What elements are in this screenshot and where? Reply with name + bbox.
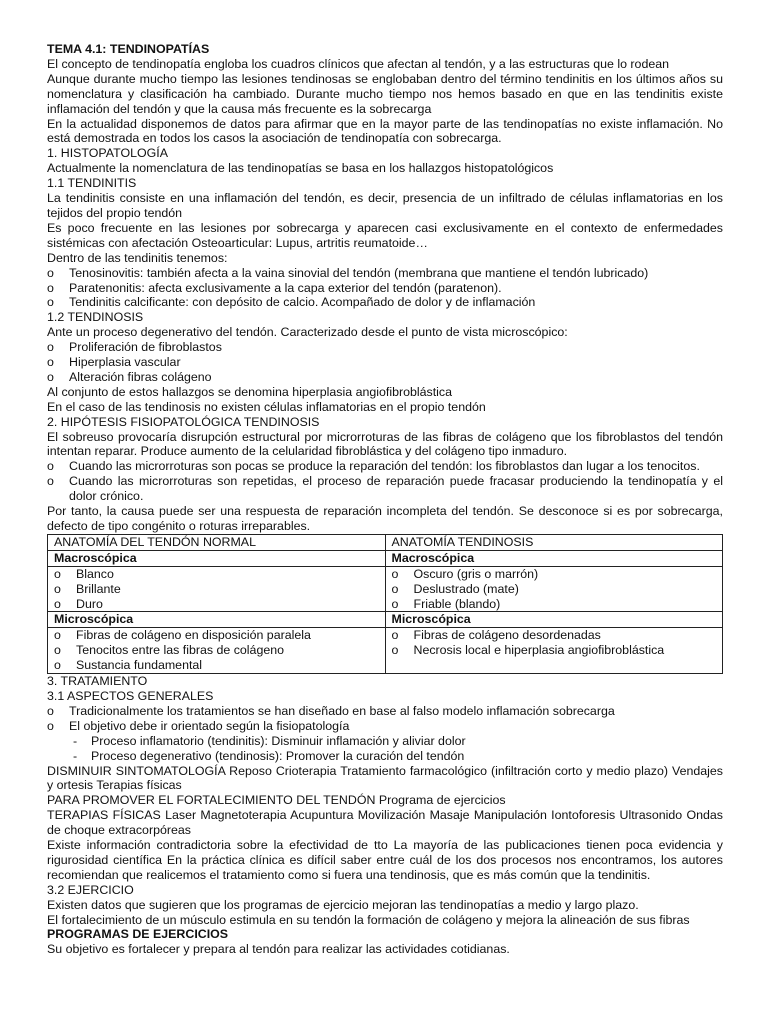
- list-item: [54, 567, 379, 582]
- list-item: [47, 719, 723, 734]
- table-cell-tendinosis-macro: [385, 566, 723, 612]
- histopatologia-text: Actualmente la nomenclatura de las tendinopatías se basa en los hallazgos histopatológicos: [47, 161, 554, 176]
- bullet-marker: o: [54, 581, 61, 596]
- bullet-marker: o: [47, 369, 54, 384]
- list-item: [47, 474, 723, 504]
- bullet-marker: o: [47, 718, 54, 733]
- list-item-text: Proliferación de fibroblastos: [69, 340, 222, 355]
- bullet-marker: o: [47, 355, 54, 370]
- intro-paragraph-1: El concepto de tendinopatía engloba los cuadros clínicos que afectan al tendón, y a las estructuras que lo rodean: [47, 56, 670, 71]
- macro-label-tendinosis: Macroscópica: [385, 550, 723, 566]
- list-item-text: El objetivo debe ir orientado según la fisiopatología: [69, 718, 350, 733]
- document-page: [47, 42, 723, 957]
- list-item-text: Cuando las microrroturas son repetidas, el proceso de reparación puede fracasar produciendo la tendinopatía y el dolor crónico.: [69, 474, 723, 504]
- list-item: [54, 628, 379, 643]
- list-item-text: Paratenonitis: afecta exclusivamente a la capa exterior del tendón (paratenon).: [69, 280, 502, 295]
- ejercicio-paragraph-1: Existen datos que sugieren que los programas de ejercicio mejoran las tendinopatías a medio y largo plazo.: [47, 897, 639, 912]
- list-item: [47, 355, 723, 370]
- list-item-text: Necrosis local e hiperplasia angiofibroblástica: [413, 643, 665, 658]
- list-item: [47, 704, 723, 719]
- list-item-text: Oscuro (gris o marrón): [413, 566, 539, 581]
- list-item-text: Friable (blando): [413, 596, 501, 611]
- list-item-text: Fibras de colágeno en disposición paralela: [76, 628, 311, 643]
- page-title: TEMA 4.1: TENDINOPATÍAS: [47, 42, 210, 56]
- bullet-marker: o: [54, 658, 61, 673]
- tratamiento-paragraph-4: Existe información contradictoria sobre la efectividad de tto La mayoría de las publicaciones tienen poca evidencia y rigurosidad científica En la práctica clínica es difícil saber entre cuál de los dos procesos nos encontramos, los autores recomiendan que realicemos el tratamiento como si fuera una tendinosis, que es más común que la tendinitis.: [47, 838, 723, 882]
- list-item: [392, 582, 717, 597]
- bullet-marker: o: [391, 581, 399, 596]
- list-item-text: Duro: [76, 596, 103, 611]
- bullet-marker: o: [54, 596, 61, 611]
- list-item-text: Deslustrado (mate): [413, 581, 519, 596]
- list-item-text: Blanco: [76, 566, 114, 581]
- section-heading-tendinosis: 1.2 TENDINOSIS: [47, 310, 144, 325]
- list-item: [47, 734, 723, 749]
- bullet-marker: o: [47, 340, 54, 355]
- bullet-marker: o: [47, 474, 54, 489]
- anatomy-comparison-table: [47, 534, 723, 674]
- tendinitis-paragraph-2: Es poco frecuente en las lesiones por sobrecarga y aparecen casi exclusivamente en el contexto de enfermedades sistémicas con afectación Osteoarticular: Lupus, artritis reumatoide…: [47, 220, 723, 250]
- intro-paragraph-2: Aunque durante mucho tiempo las lesiones tendinosas se englobaban dentro del término tendinitis en los últimos años su nomenclatura y clasificación ha cambiado. Durante mucho tiempo nos hemos basado en que en las tendinitis existe inflamación del tendón y que la causa más frecuente es la sobrecarga: [47, 71, 723, 116]
- list-item: [392, 597, 717, 612]
- dash-marker: -: [73, 748, 78, 763]
- micro-label-normal: Microscópica: [48, 612, 386, 628]
- list-item-text: Hiperplasia vascular: [69, 355, 181, 370]
- hipotesis-paragraph-2: Por tanto, la causa puede ser una respuesta de reparación incompleta del tendón. Se desconoce si es por sobrecarga, defecto de tipo congénito o roturas irreparables.: [47, 504, 723, 533]
- list-item: [54, 597, 379, 612]
- table-header-tendinosis: ANATOMÍA TENDINOSIS: [385, 534, 723, 550]
- table-cell-normal-micro: [48, 628, 386, 674]
- list-item: [54, 582, 379, 597]
- micro-label-tendinosis: Microscópica: [385, 612, 723, 628]
- list-item-text: Brillante: [76, 581, 121, 596]
- bullet-marker: o: [54, 628, 61, 643]
- ejercicio-paragraph-3: Su objetivo es fortalecer y prepara al tendón para realizar las actividades cotidianas.: [47, 942, 510, 957]
- list-item-text: Alteración fibras colágeno: [69, 369, 212, 384]
- list-item-text: Sustancia fundamental: [76, 658, 203, 673]
- list-item-text: Fibras de colágeno desordenadas: [413, 628, 601, 643]
- bullet-marker: o: [391, 566, 399, 581]
- macro-label-normal: Macroscópica: [48, 550, 386, 566]
- list-item: [47, 370, 723, 385]
- list-item: [54, 643, 379, 658]
- subsection-heading-ejercicio: 3.2 EJERCICIO: [47, 882, 134, 897]
- hipotesis-paragraph-1: El sobreuso provocaría disrupción estructural por microrroturas de las fibras de colágeno que los fibroblastos del tendón intentan reparar. Produce aumento de la celularidad fibroblástica y del colágeno tipo inmaduro.: [47, 429, 723, 459]
- section-heading-histopatologia: 1. HISTOPATOLOGÍA: [47, 146, 168, 161]
- table-row: [48, 550, 723, 566]
- ejercicio-paragraph-2: El fortalecimiento de un músculo estimula en su tendón la formación de colágeno y mejora la alineación de sus fibras: [47, 912, 690, 927]
- dash-marker: -: [73, 733, 78, 748]
- bullet-marker: o: [54, 566, 61, 581]
- list-item: [392, 628, 717, 643]
- table-row: [48, 566, 723, 612]
- table-cell-normal-macro: [48, 566, 386, 612]
- table-row: [48, 534, 723, 550]
- list-item: [47, 281, 723, 296]
- bullet-marker: o: [54, 643, 61, 658]
- bullet-marker: o: [47, 459, 54, 474]
- list-item: [47, 266, 723, 281]
- section-heading-hipotesis: 2. HIPÓTESIS FISIOPATOLÓGICA TENDINOSIS: [47, 414, 320, 429]
- bullet-marker: o: [47, 265, 54, 280]
- tendinosis-paragraph-2: Al conjunto de estos hallazgos se denomina hiperplasia angiofibroblástica: [47, 384, 453, 399]
- list-item: [392, 643, 717, 658]
- tratamiento-paragraph-1: DISMINUIR SINTOMATOLOGÍA Reposo Crioterapia Tratamiento farmacológico (infiltración corto y medio plazo) Vendajes y ortesis Terapias físicas: [47, 763, 723, 793]
- intro-paragraph-3: En la actualidad disponemos de datos para afirmar que en la mayor parte de las tendinopatías no existe inflamación. No está demostrada en todos los casos la asociación de tendinopatía con sobrecarga.: [47, 116, 723, 146]
- tendinosis-paragraph-1: Ante un proceso degenerativo del tendón. Caracterizado desde el punto de vista microscópico:: [47, 325, 568, 340]
- bullet-marker: o: [391, 596, 399, 611]
- bullet-marker: o: [47, 295, 54, 310]
- bullet-marker: o: [391, 643, 399, 658]
- table-cell-tendinosis-micro: [385, 628, 723, 674]
- list-item-text: Tenocitos entre las fibras de colágeno: [76, 643, 285, 658]
- tendinitis-paragraph-3: Dentro de las tendinitis tenemos:: [47, 250, 228, 265]
- list-item: [47, 340, 723, 355]
- list-item: [54, 658, 379, 673]
- list-item-text: Tenosinovitis: también afecta a la vaina sinovial del tendón (membrana que mantiene el tendón lubricado): [69, 265, 649, 280]
- list-item: [47, 749, 723, 764]
- table-row: [48, 612, 723, 628]
- bullet-marker: o: [47, 703, 54, 718]
- list-item-text: Cuando las microrroturas son pocas se produce la reparación del tendón: los fibroblastos dan lugar a los tenocitos.: [69, 459, 700, 474]
- list-item: [47, 295, 723, 310]
- list-item-text: Tradicionalmente los tratamientos se han diseñado en base al falso modelo inflamación sobrecarga: [69, 703, 615, 718]
- section-heading-tendinitis: 1.1 TENDINITIS: [47, 176, 137, 191]
- tendinitis-paragraph-1: La tendinitis consiste en una inflamación del tendón, es decir, presencia de un infiltrado de células inflamatorias en los tejidos del propio tendón: [47, 191, 723, 220]
- subsection-heading-aspectos-generales: 3.1 ASPECTOS GENERALES: [47, 688, 214, 703]
- list-item-text: Proceso inflamatorio (tendinitis): Disminuir inflamación y aliviar dolor: [91, 733, 466, 748]
- tendinosis-paragraph-3: En el caso de las tendinosis no existen células inflamatorias en el propio tendón: [47, 399, 486, 414]
- tratamiento-paragraph-3: TERAPIAS FÍSICAS Laser Magnetoterapia Acupuntura Movilización Masaje Manipulación Iontoforesis Ultrasonido Ondas de choque extracorpóreas: [47, 808, 723, 838]
- programas-heading: PROGRAMAS DE EJERCICIOS: [47, 927, 229, 942]
- section-heading-tratamiento: 3. TRATAMIENTO: [47, 674, 148, 689]
- list-item: [47, 459, 723, 474]
- list-item-text: Proceso degenerativo (tendinosis): Promover la curación del tendón: [91, 748, 465, 763]
- table-row: [48, 628, 723, 674]
- bullet-marker: o: [47, 280, 54, 295]
- bullet-marker: o: [391, 628, 399, 643]
- table-header-normal: ANATOMÍA DEL TENDÓN NORMAL: [48, 534, 386, 550]
- list-item-text: Tendinitis calcificante: con depósito de calcio. Acompañado de dolor y de inflamación: [69, 295, 536, 310]
- tratamiento-paragraph-2: PARA PROMOVER EL FORTALECIMIENTO DEL TENDÓN Programa de ejercicios: [47, 793, 506, 808]
- list-item: [392, 567, 717, 582]
